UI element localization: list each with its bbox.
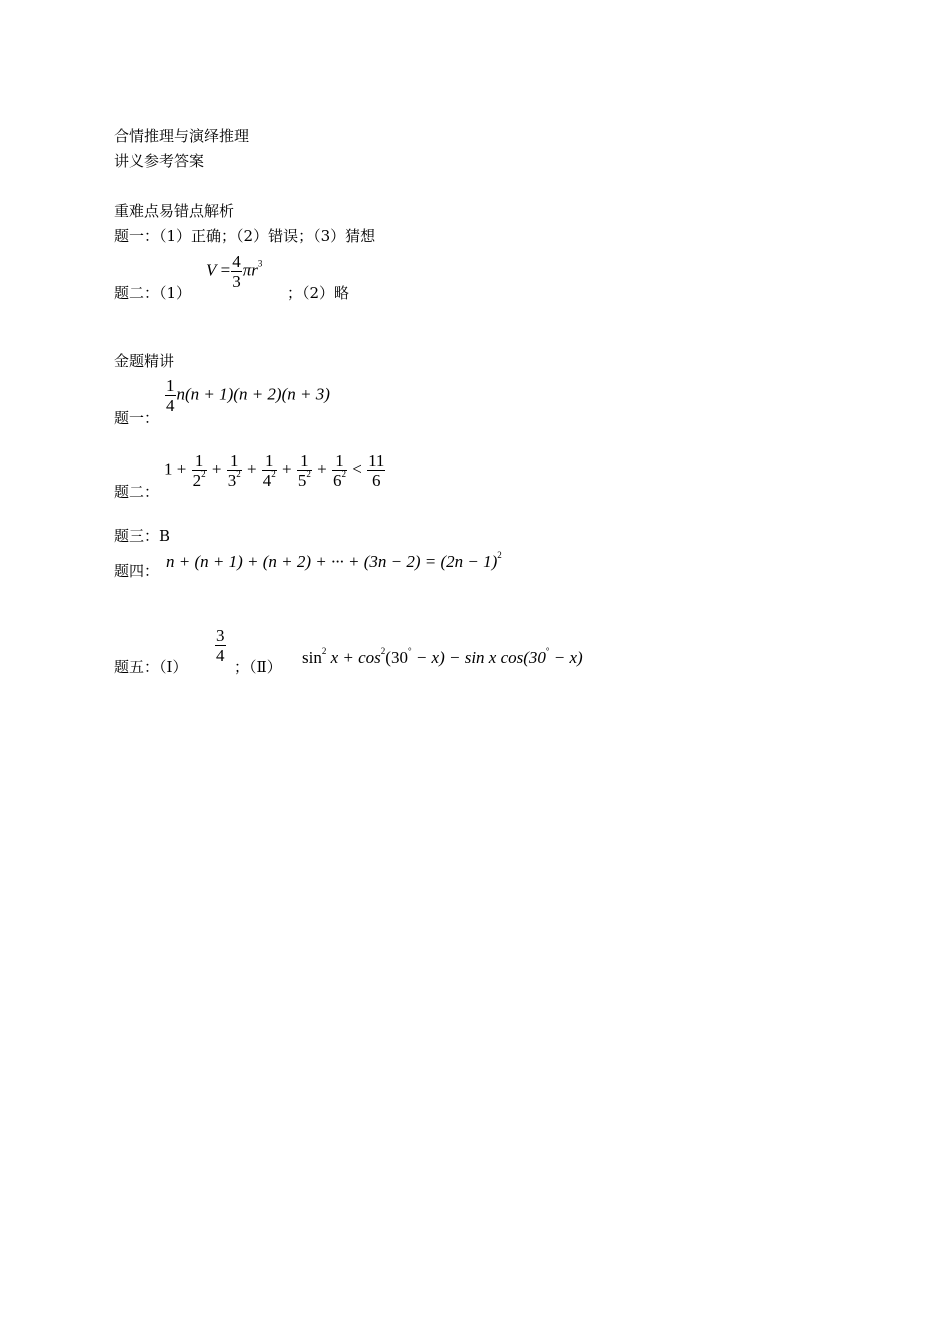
term-operator: + — [317, 459, 327, 479]
s2-q4-formula — [166, 550, 502, 571]
s1-q1-answer: （1）正确；（2）错误；（3）猜想 — [159, 227, 376, 245]
den-base: 4 — [262, 471, 272, 490]
frac-den — [332, 471, 347, 490]
den-exp: 2 — [201, 469, 206, 479]
trig-sin: sin — [302, 648, 322, 667]
frac-den — [297, 471, 312, 490]
s2-q2-label: 题二： — [114, 483, 160, 501]
doc-subtitle: 讲义参考答案 — [114, 152, 205, 170]
s2-q1-formula — [164, 376, 330, 415]
frac-num: 1 — [332, 451, 347, 471]
frac-num: 1 — [297, 451, 312, 471]
s2-q5-part1: （Ⅰ） — [159, 658, 188, 676]
identity-exp: 2 — [497, 550, 502, 560]
frac-den — [262, 471, 277, 490]
frac-den: 4 — [166, 396, 175, 415]
term-operator: + — [282, 459, 292, 479]
trig-deg2: ° — [545, 646, 550, 656]
doc-title: 合情推理与演绎推理 — [114, 127, 250, 145]
den-exp: 2 — [306, 469, 311, 479]
frac-num: 1 — [227, 451, 242, 471]
trig-part-b: (30 — [385, 648, 408, 667]
sum-identity: n + (n + 1) + (n + 2) + ··· + (3n − 2) = (2n − 1) — [166, 552, 498, 571]
term-fraction — [262, 451, 277, 490]
s2-q4-label: 题四： — [114, 562, 160, 580]
frac-num: 1 — [192, 451, 207, 471]
s2-q1-label: 题一： — [114, 409, 160, 427]
term-operator: + — [246, 459, 257, 479]
trig-exp1: 2 — [321, 646, 327, 656]
s2-q5-label — [114, 657, 187, 677]
term-fraction — [192, 451, 207, 490]
s1-q2-part2: ；（2）略 — [287, 284, 350, 302]
formula-v: V — [206, 260, 217, 280]
term-fraction — [297, 451, 312, 490]
frac-num: 1 — [262, 451, 277, 471]
s2-q2-formula — [164, 451, 386, 490]
s2-q5-sep: ； — [234, 658, 250, 676]
product-expression: n(n + 1)(n + 2)(n + 3) — [176, 384, 330, 404]
s1-q1 — [114, 226, 375, 246]
frac-num: 3 — [216, 626, 225, 645]
formula-pi: π — [242, 260, 252, 280]
den-base: 2 — [192, 471, 202, 490]
frac-den: 3 — [232, 272, 241, 291]
s1-q1-label: 题一： — [114, 227, 160, 245]
den-base: 5 — [297, 471, 307, 490]
den-exp: 2 — [236, 469, 241, 479]
s1-q2-label: 题二： — [114, 284, 160, 302]
term-fraction — [332, 451, 347, 490]
term-operator: < — [352, 459, 362, 479]
frac-num: 11 — [368, 451, 385, 470]
trig-part-a: x + cos — [326, 648, 381, 667]
trig-part-c: − x) − sin x cos(30 — [411, 648, 546, 667]
fraction-four-thirds — [231, 252, 242, 291]
formula-eq: = — [220, 260, 231, 280]
frac-den: 6 — [372, 471, 381, 490]
s1-q2 — [114, 283, 191, 303]
rhs-fraction — [367, 451, 385, 490]
formula-r: r — [251, 260, 258, 280]
frac-den: 4 — [216, 646, 225, 665]
s2-q5-part2 — [234, 657, 282, 677]
s2-q3 — [114, 526, 170, 546]
s2-q3-answer: B — [159, 527, 171, 545]
den-base: 3 — [227, 471, 237, 490]
formula-exp: 3 — [257, 258, 263, 269]
frac-den — [227, 471, 242, 490]
trig-deg1: ° — [407, 646, 412, 656]
den-exp: 2 — [341, 469, 346, 479]
frac-num: 1 — [166, 376, 175, 395]
den-exp: 2 — [271, 469, 276, 479]
fraction-three-quarters — [215, 626, 226, 665]
s2-q5-part2-label: （Ⅱ） — [249, 658, 282, 676]
s1-q2-volume-formula — [206, 252, 262, 291]
trig-part-d: − x) — [549, 648, 583, 667]
frac-num: 4 — [232, 252, 241, 271]
section1-heading: 重难点易错点解析 — [114, 202, 235, 220]
s2-q5-label-text: 题五： — [114, 658, 160, 676]
term-operator: + — [211, 459, 222, 479]
s2-q5-fraction-wrap — [214, 626, 227, 665]
trig-exp2: 2 — [380, 646, 386, 656]
fraction-one-quarter — [165, 376, 176, 415]
section2-heading: 金题精讲 — [114, 352, 175, 370]
s1-q2-part1-label: （1） — [159, 284, 192, 302]
s2-q3-label: 题三： — [114, 527, 160, 545]
frac-den — [192, 471, 207, 490]
sum-lead: 1 + — [164, 459, 187, 479]
term-fraction — [227, 451, 242, 490]
s2-q5-trig-formula — [302, 646, 583, 667]
den-base: 6 — [332, 471, 342, 490]
